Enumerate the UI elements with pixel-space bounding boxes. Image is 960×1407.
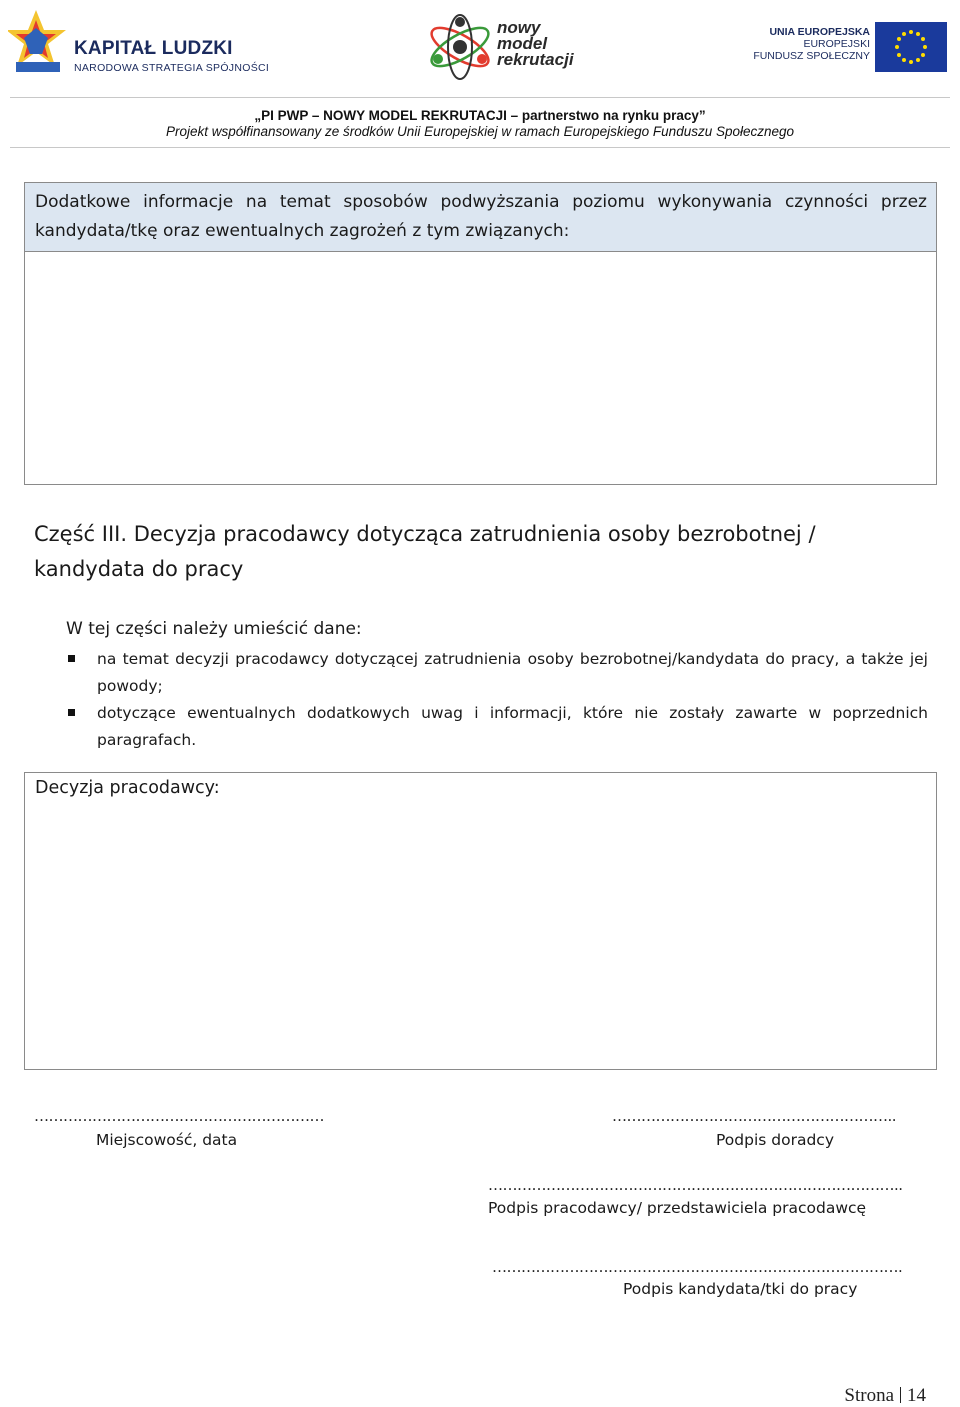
logo-line-1: nowy bbox=[497, 18, 541, 37]
project-title: „PI PWP – NOWY MODEL REKRUTACJI – partnerstwo na rynku pracy” bbox=[254, 108, 706, 123]
place-date-label: Miejscowość, data bbox=[96, 1131, 238, 1149]
employer-signature-label: Podpis pracodawcy/ przedstawiciela pracodawcę bbox=[488, 1199, 867, 1217]
bullet-square-icon bbox=[68, 655, 75, 662]
list-item-text: na temat decyzji pracodawcy dotyczącej zatrudnienia osoby bezrobotnej/kandydata do pracy, a także jej powody; bbox=[97, 650, 928, 695]
list-item-text: dotyczące ewentualnych dodatkowych uwag i informacji, które nie zostały zawarte w poprzednich paragrafach. bbox=[97, 704, 928, 749]
section-intro: W tej części należy umieścić dane: bbox=[66, 619, 362, 639]
eu-fund-logo bbox=[753, 22, 955, 74]
header-divider bbox=[10, 97, 950, 98]
eu-flag-icon bbox=[875, 22, 947, 72]
employer-decision-label: Decyzja pracodawcy: bbox=[35, 778, 220, 798]
project-subtitle: Projekt współfinansowany ze środków Unii Europejskiej w ramach Europejskiego Funduszu Społecznego bbox=[165, 124, 795, 139]
logo-line-2: model bbox=[497, 34, 548, 53]
kapital-ludzki-logo bbox=[8, 8, 270, 78]
star-emblem-icon bbox=[8, 8, 68, 78]
employer-signature-line: ………………………………………………………………………….. bbox=[488, 1176, 903, 1194]
nowy-model-rekrutacji-logo bbox=[425, 12, 595, 82]
logo-title: KAPITAŁ LUDZKI bbox=[74, 38, 233, 59]
page-header bbox=[0, 0, 960, 150]
additional-info-heading: Dodatkowe informacje na temat sposobów podwyższania poziomu wykonywania czynności przez kandydata/tkę oraz ewentualnych zagrożeń z tym związanych: bbox=[25, 183, 936, 252]
list-item bbox=[66, 646, 928, 700]
logo-subtitle: NARODOWA STRATEGIA SPÓJNOŚCI bbox=[74, 62, 270, 74]
candidate-signature-label: Podpis kandydata/tki do pracy bbox=[623, 1280, 858, 1298]
page-divider bbox=[900, 1387, 901, 1403]
logo-line-3: rekrutacji bbox=[497, 50, 574, 69]
additional-info-field[interactable] bbox=[25, 252, 936, 490]
page-number-value: 14 bbox=[907, 1385, 926, 1406]
eu-line-3: FUNDUSZ SPOŁECZNY bbox=[753, 50, 870, 62]
advisor-signature-line: ………………………………………………….. bbox=[612, 1107, 897, 1125]
header-bottom-divider bbox=[10, 147, 950, 148]
requirements-list bbox=[66, 646, 928, 754]
eu-line-2: EUROPEJSKI bbox=[803, 38, 870, 50]
eu-line-1: UNIA EUROPEJSKA bbox=[769, 26, 870, 38]
advisor-signature-label: Podpis doradcy bbox=[716, 1131, 834, 1149]
candidate-signature-line: …………………………………………………………………………. bbox=[492, 1258, 903, 1276]
employer-decision-box[interactable] bbox=[24, 772, 937, 1070]
atom-icon bbox=[425, 12, 495, 82]
section-title: Część III. Decyzja pracodawcy dotycząca zatrudnienia osoby bezrobotnej / kandydata do pracy bbox=[34, 522, 816, 581]
page-label: Strona bbox=[844, 1385, 894, 1406]
place-date-line: …………………………………………………… bbox=[34, 1107, 324, 1125]
list-item bbox=[66, 700, 928, 754]
additional-info-box bbox=[24, 182, 937, 485]
bullet-square-icon bbox=[68, 709, 75, 716]
